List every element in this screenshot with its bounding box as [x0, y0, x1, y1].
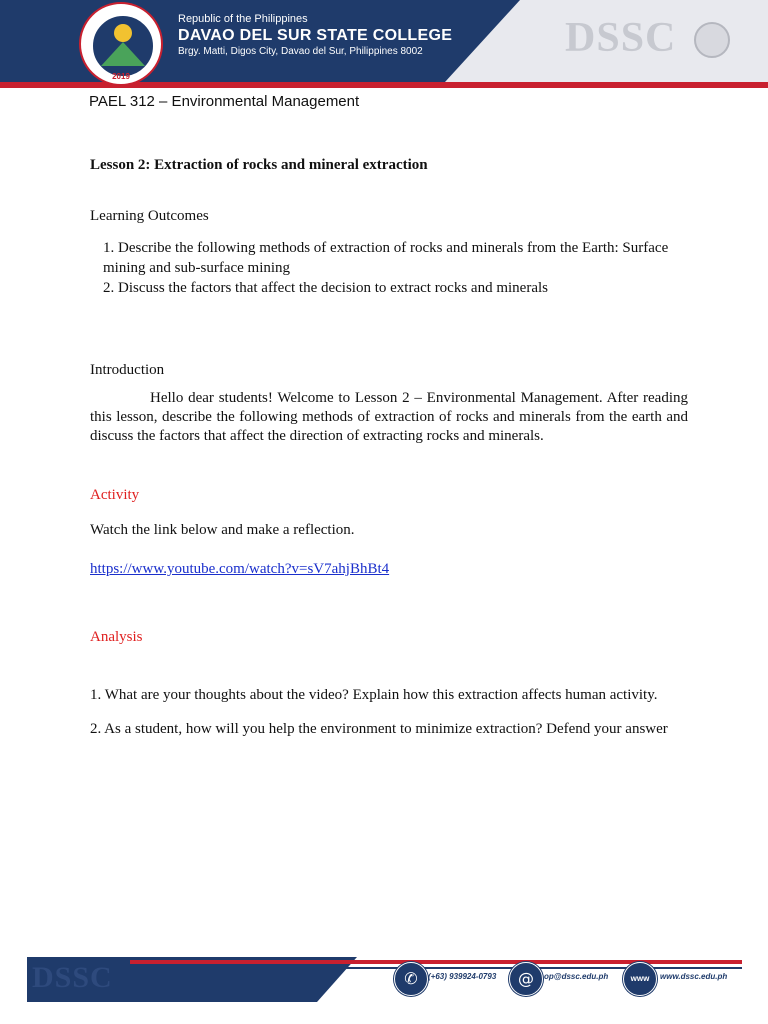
- dssc-watermark: DSSC: [565, 15, 677, 61]
- seal-year: 2019: [112, 72, 130, 81]
- college-name: DAVAO DEL SUR STATE COLLEGE: [178, 27, 453, 44]
- activity-instruction: Watch the link below and make a reflection.: [90, 522, 355, 538]
- footer-red-rule: [130, 960, 742, 964]
- youtube-video-link[interactable]: https://www.youtube.com/watch?v=sV7ahjBhBt4: [90, 561, 390, 577]
- at-icon: @: [509, 962, 543, 996]
- phone-number: (+63) 939924-0793: [428, 972, 497, 981]
- seal-emblem: [91, 14, 155, 78]
- learning-outcomes-list: [103, 238, 683, 298]
- website-url[interactable]: www.dssc.edu.ph: [660, 972, 728, 981]
- seal-mountain: [101, 42, 145, 66]
- letterhead: [0, 0, 768, 92]
- lesson-title: Lesson 2: Extraction of rocks and mineral extraction: [90, 157, 428, 173]
- footer: [0, 955, 768, 1005]
- footer-dssc-watermark: DSSC: [32, 961, 113, 994]
- email-address[interactable]: op@dssc.edu.ph: [544, 972, 609, 981]
- college-address: Brgy. Matti, Digos City, Davao del Sur, Philippines 8002: [178, 46, 423, 57]
- course-title: PAEL 312 – Environmental Management: [89, 93, 360, 110]
- outcome-item: 1. Describe the following methods of extraction of rocks and minerals from the Earth: Surface mining and sub-surface mining: [103, 240, 669, 276]
- learning-outcomes-heading: Learning Outcomes: [90, 208, 209, 224]
- activity-heading: Activity: [90, 487, 140, 503]
- introduction-paragraph: Hello dear students! Welcome to Lesson 2 – Environmental Management. After reading this lesson, describe the following methods of extraction of rocks and minerals from the earth and discuss the factors that affect the direction of extracting rocks and minerals.: [90, 390, 688, 444]
- outcome-item: 2. Discuss the factors that affect the decision to extract rocks and minerals: [103, 280, 548, 296]
- seal-sun: [114, 24, 132, 42]
- republic-label: Republic of the Philippines: [178, 13, 308, 25]
- analysis-question: 2. As a student, how will you help the environment to minimize extraction? Defend your answer: [90, 721, 668, 737]
- phone-icon: ✆: [394, 962, 428, 996]
- header-text: [178, 13, 452, 58]
- dssc-small-seal-icon: [694, 22, 730, 58]
- analysis-heading: Analysis: [90, 629, 143, 645]
- footer-navy-rule: [200, 967, 742, 969]
- college-seal-logo: [79, 2, 163, 86]
- analysis-question: 1. What are your thoughts about the video? Explain how this extraction affects human activity.: [90, 687, 658, 703]
- www-icon: www: [623, 962, 657, 996]
- introduction-heading: Introduction: [90, 362, 165, 378]
